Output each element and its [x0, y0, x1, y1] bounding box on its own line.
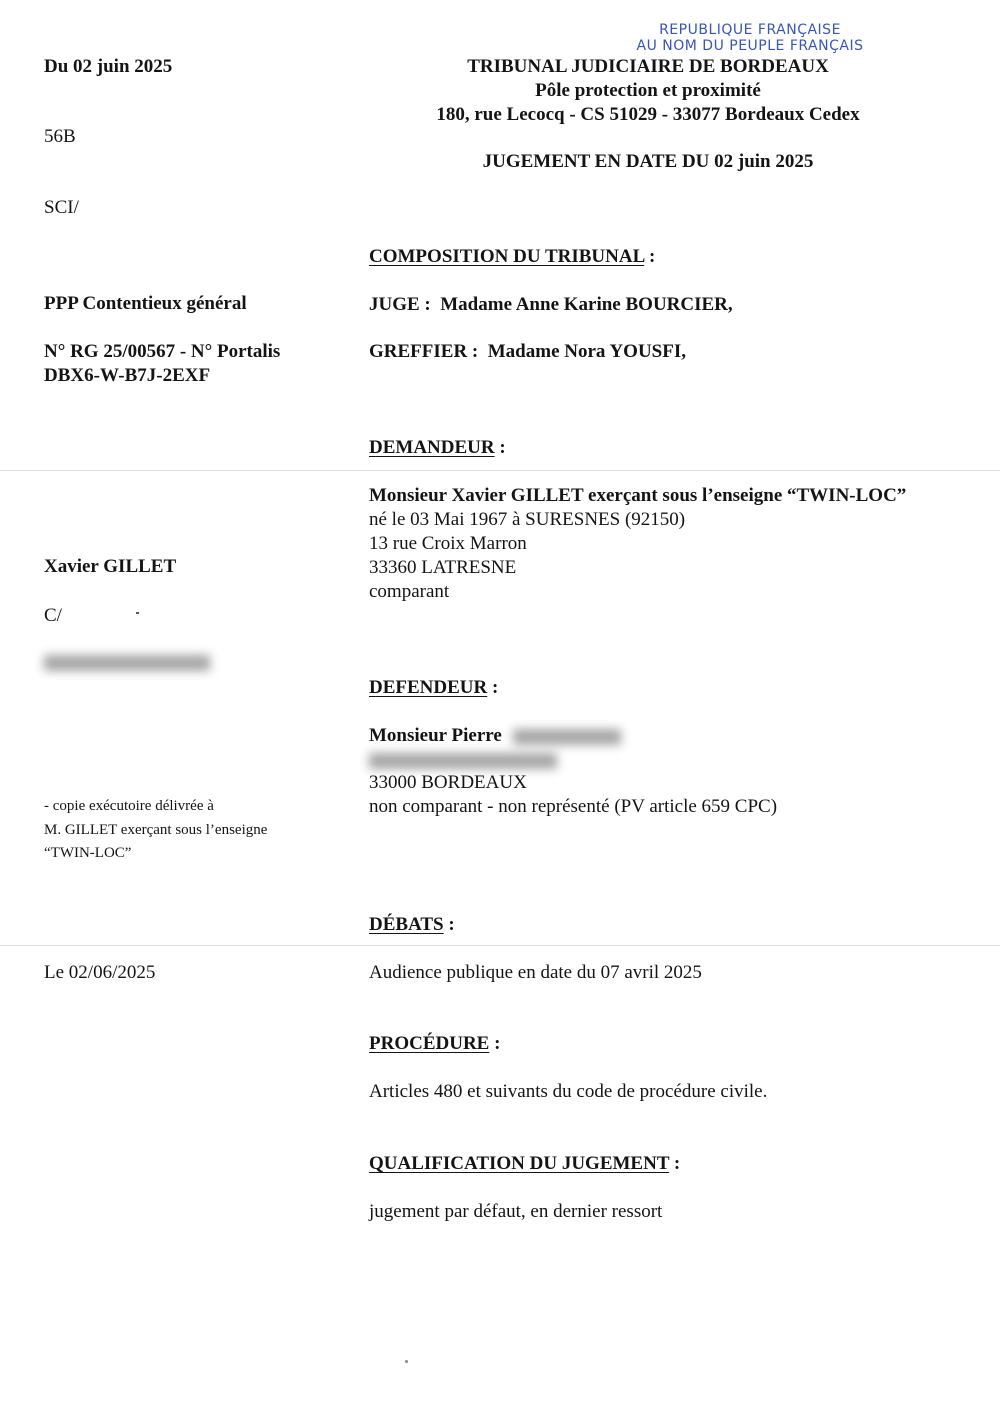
debats-heading-text: DÉBATS — [369, 914, 444, 935]
redacted-defendant-name — [44, 654, 210, 672]
court-name: TRIBUNAL JUDICIAIRE DE BORDEAUX — [467, 56, 829, 77]
redaction-blur — [369, 753, 557, 769]
qualification-text: jugement par défaut, en dernier ressort — [369, 1201, 663, 1222]
demandeur-name: Monsieur Xavier GILLET exerçant sous l’enseigne “TWIN-LOC” — [369, 485, 907, 506]
republic-stamp — [625, 22, 875, 54]
demandeur-street: 13 rue Croix Marron — [369, 533, 527, 554]
judge-label: JUGE : — [369, 294, 431, 315]
defendeur-status: non comparant - non représenté (PV article 659 CPC) — [369, 796, 778, 817]
judge-line — [369, 294, 733, 316]
qualification-heading — [369, 1153, 680, 1175]
versus-label: C/ — [44, 605, 62, 626]
plaintiff-short-name: Xavier GILLET — [44, 556, 177, 577]
redaction-blur — [44, 655, 210, 671]
rg-number-line-2: DBX6-W-B7J-2EXF — [44, 365, 211, 386]
scan-speck — [405, 1360, 408, 1363]
defendeur-heading-text: DEFENDEUR — [369, 677, 488, 698]
delivery-date: Le 02/06/2025 — [44, 962, 156, 983]
demandeur-status: comparant — [369, 581, 450, 602]
stamp-line-1: REPUBLIQUE FRANÇAISE — [659, 22, 841, 38]
sci-label: SCI/ — [44, 197, 79, 218]
copy-line-2: M. GILLET exerçant sous l’enseigne — [44, 822, 268, 838]
heading-colon: : — [673, 1153, 681, 1174]
demandeur-heading-text: DEMANDEUR — [369, 437, 495, 458]
demandeur-city: 33360 LATRESNE — [369, 557, 517, 578]
heading-colon: : — [499, 437, 506, 458]
court-pole: Pôle protection et proximité — [535, 80, 761, 101]
scan-speck — [136, 612, 139, 614]
clerk-line — [369, 341, 686, 363]
heading-colon: : — [491, 677, 499, 698]
left-date: Du 02 juin 2025 — [44, 56, 173, 77]
court-address: 180, rue Lecocq - CS 51029 - 33077 Bordeaux Cedex — [436, 104, 860, 125]
heading-colon: : — [494, 1033, 501, 1054]
ppp-label: PPP Contentieux général — [44, 293, 247, 314]
composition-heading — [369, 246, 655, 268]
heading-colon: : — [448, 914, 455, 935]
debats-text: Audience publique en date du 07 avril 2025 — [369, 962, 702, 983]
judgment-title: JUGEMENT EN DATE DU 02 juin 2025 — [482, 151, 814, 172]
procedure-heading — [369, 1033, 500, 1055]
defendeur-street-redacted — [369, 749, 557, 771]
qualification-heading-text: QUALIFICATION DU JUGEMENT — [369, 1153, 670, 1174]
defendeur-name: Monsieur Pierre — [369, 725, 502, 746]
demandeur-birth: né le 03 Mai 1967 à SURESNES (92150) — [369, 509, 686, 530]
defendeur-heading — [369, 677, 498, 699]
stamp-line-2: AU NOM DU PEUPLE FRANÇAIS — [636, 38, 864, 54]
defendeur-city: 33000 BORDEAUX — [369, 772, 527, 793]
copy-line-3: “TWIN-LOC” — [44, 845, 132, 861]
case-code: 56B — [44, 126, 76, 147]
heading-colon: : — [648, 246, 656, 267]
clerk-label: GREFFIER : — [369, 341, 479, 362]
judge-name: Madame Anne Karine BOURCIER, — [440, 294, 733, 315]
defendeur-name-line — [369, 725, 621, 747]
debats-heading — [369, 914, 455, 936]
copy-line-1: - copie exécutoire délivrée à — [44, 798, 214, 814]
fold-line — [0, 470, 1000, 471]
fold-line — [0, 945, 1000, 946]
rg-number-line-1: N° RG 25/00567 - N° Portalis — [44, 341, 281, 362]
redaction-blur — [513, 729, 621, 745]
demandeur-heading — [369, 437, 506, 459]
procedure-text: Articles 480 et suivants du code de procédure civile. — [369, 1081, 768, 1102]
procedure-heading-text: PROCÉDURE — [369, 1033, 490, 1054]
clerk-name: Madame Nora YOUSFI, — [487, 341, 686, 362]
composition-heading-text: COMPOSITION DU TRIBUNAL — [369, 246, 645, 267]
